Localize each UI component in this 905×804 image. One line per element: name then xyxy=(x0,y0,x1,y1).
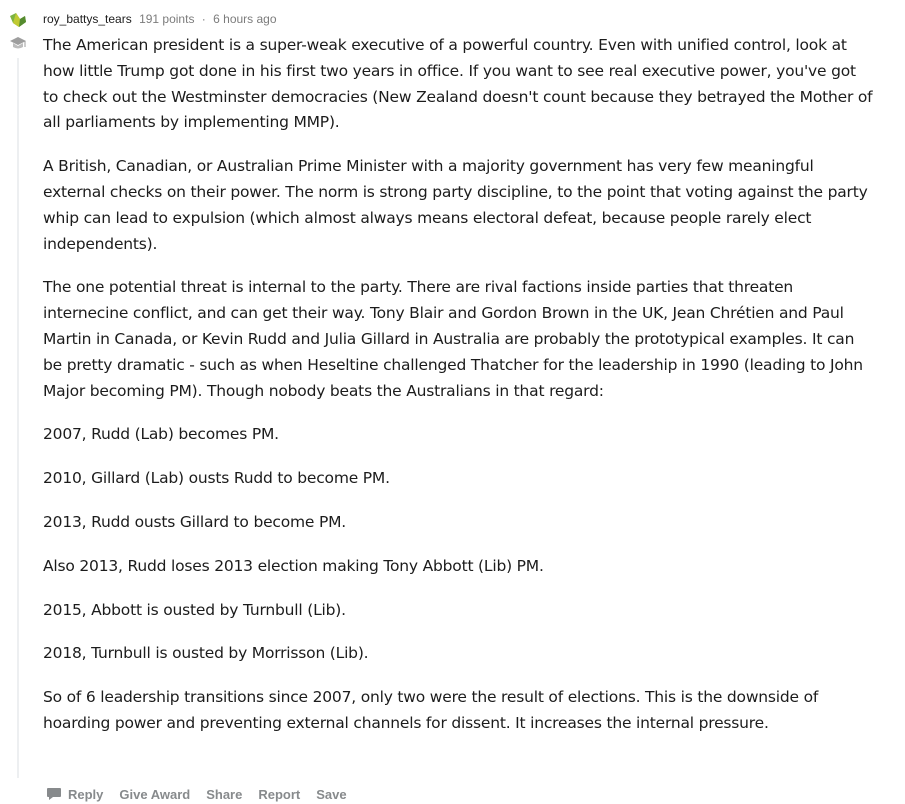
give-award-label: Give Award xyxy=(119,786,191,802)
comment-paragraph: The one potential threat is internal to the party. There are rival factions inside parties that threaten internecine conflict, and can get their way. Tony Blair and Gordon Brown in the UK, Jean Chrétien and Paul Martin in Canada, or Kevin Rudd and Julia Gillard in Australia are probably the prototypical examples. It can be pretty dramatic - such as when Heseltine challenged Thatcher for the leadership in 1990 (leading to John Major becoming PM). Though nobody beats the Australians in that regard: xyxy=(43,278,863,400)
share-label: Share xyxy=(206,786,243,802)
comment-paragraph: 2013, Rudd ousts Gillard to become PM. xyxy=(43,512,347,531)
comment-body xyxy=(43,33,873,755)
meta-separator: · xyxy=(201,12,206,26)
comment-actions xyxy=(46,784,363,804)
reply-label: Reply xyxy=(68,786,104,802)
save-label: Save xyxy=(316,786,347,802)
comment-paragraph: The American president is a super-weak executive of a powerful country. Even with unified control, look at how little Trump got done in his first two years in office. If you want to see real executive power, you've got to check out the Westminster democracies (New Zealand doesn't count because they betrayed the Mother of all parliaments by implementing MMP). xyxy=(43,36,873,132)
share-button[interactable] xyxy=(206,787,242,802)
comment-paragraph: 2015, Abbott is ousted by Turnbull (Lib). xyxy=(43,600,346,619)
comment-timestamp[interactable]: 6 hours ago xyxy=(213,12,277,26)
save-button[interactable] xyxy=(316,787,346,802)
username-link[interactable]: roy_battys_tears xyxy=(43,12,132,26)
comment-paragraph: Also 2013, Rudd loses 2013 election making Tony Abbott (Lib) PM. xyxy=(43,556,544,575)
report-button[interactable] xyxy=(258,787,300,802)
comment-paragraph: 2010, Gillard (Lab) ousts Rudd to become PM. xyxy=(43,469,390,488)
report-label: Report xyxy=(258,786,301,802)
comment-bubble-icon xyxy=(46,787,62,801)
graduation-cap-icon xyxy=(9,36,27,52)
comment-paragraph: A British, Canadian, or Australian Prime Minister with a majority government has very few meaningful external checks on their power. The norm is strong party discipline, to the point that voting against the party whip can lead to expulsion (which almost always means electoral defeat, because people rarely elect independents). xyxy=(43,157,868,253)
comment-header xyxy=(43,10,277,28)
points-count: 191 points xyxy=(139,12,195,26)
comment-paragraph: 2018, Turnbull is ousted by Morrisson (Lib). xyxy=(43,644,369,663)
green-flair-icon xyxy=(8,10,28,30)
thread-line[interactable] xyxy=(17,58,19,778)
comment-gutter xyxy=(0,0,36,802)
comment-paragraph: 2007, Rudd (Lab) becomes PM. xyxy=(43,425,279,444)
comment-paragraph: So of 6 leadership transitions since 2007, only two were the result of elections. This is the downside of hoarding power and preventing external channels for dissent. It increases the internal pressure. xyxy=(43,688,819,732)
reply-button[interactable] xyxy=(46,787,103,802)
give-award-button[interactable] xyxy=(119,787,190,802)
